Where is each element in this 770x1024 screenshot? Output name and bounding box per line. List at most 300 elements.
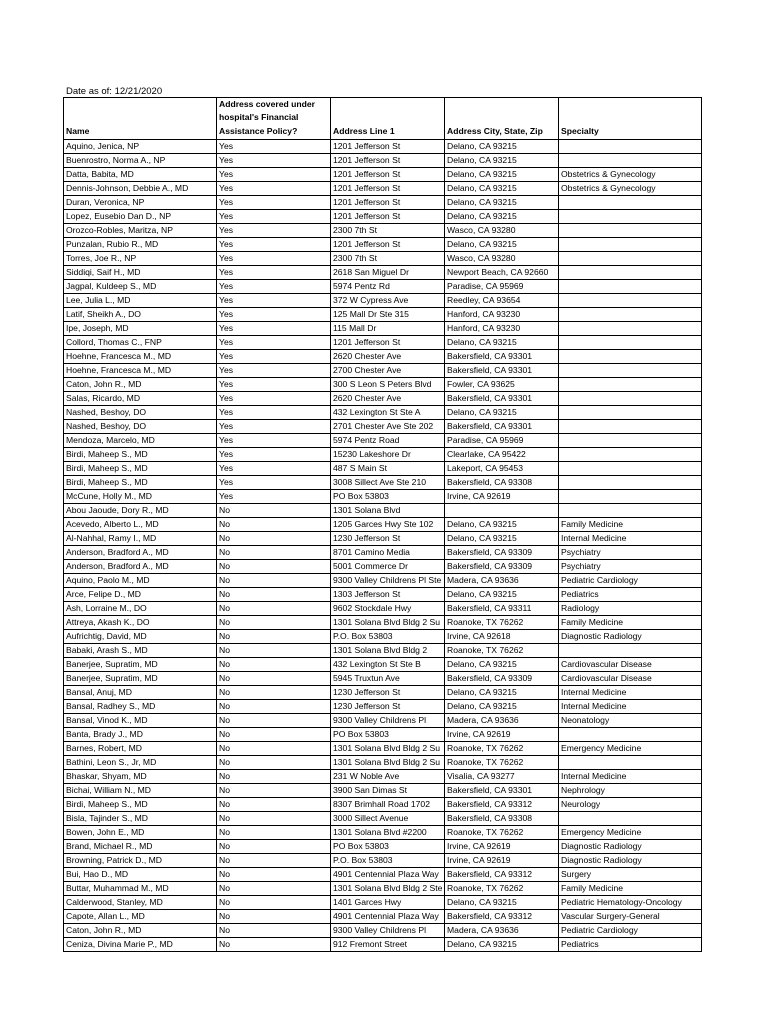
table-row	[64, 700, 702, 714]
cell-name: McCune, Holly M., MD	[64, 490, 217, 504]
table-row	[64, 392, 702, 406]
cell-name: Aquino, Paolo M., MD	[64, 574, 217, 588]
cell-address-line-1: 1301 Solana Blvd	[331, 504, 445, 518]
cell-specialty	[559, 812, 702, 826]
cell-name: Anderson, Bradford A., MD	[64, 546, 217, 560]
cell-address-line-1: PO Box 53803	[331, 840, 445, 854]
table-row	[64, 266, 702, 280]
cell-specialty	[559, 378, 702, 392]
table-row	[64, 322, 702, 336]
cell-city-state-zip: Delano, CA 93215	[445, 896, 559, 910]
cell-address-line-1: 3900 San Dimas St	[331, 784, 445, 798]
cell-address-line-1: 3008 Sillect Ave Ste 210	[331, 476, 445, 490]
table-row	[64, 588, 702, 602]
cell-specialty	[559, 210, 702, 224]
header-address-line-1: Address Line 1	[331, 98, 445, 140]
cell-city-state-zip: Hanford, CA 93230	[445, 322, 559, 336]
cell-name: Ipe, Joseph, MD	[64, 322, 217, 336]
cell-address-line-1: 15230 Lakeshore Dr	[331, 448, 445, 462]
cell-fap-covered: No	[217, 644, 331, 658]
cell-city-state-zip: Delano, CA 93215	[445, 336, 559, 350]
table-row	[64, 238, 702, 252]
cell-city-state-zip: Clearlake, CA 95422	[445, 448, 559, 462]
cell-address-line-1: 1201 Jefferson St	[331, 238, 445, 252]
cell-specialty	[559, 476, 702, 490]
table-row	[64, 826, 702, 840]
cell-city-state-zip: Paradise, CA 95969	[445, 434, 559, 448]
table-row	[64, 154, 702, 168]
cell-address-line-1: PO Box 53803	[331, 728, 445, 742]
cell-specialty	[559, 196, 702, 210]
cell-specialty: Diagnostic Radiology	[559, 630, 702, 644]
table-row	[64, 546, 702, 560]
cell-city-state-zip: Delano, CA 93215	[445, 518, 559, 532]
physician-table	[63, 97, 702, 952]
cell-name: Acevedo, Alberto L., MD	[64, 518, 217, 532]
cell-city-state-zip	[445, 504, 559, 518]
cell-city-state-zip: Irvine, CA 92619	[445, 728, 559, 742]
cell-fap-covered: Yes	[217, 420, 331, 434]
cell-city-state-zip: Delano, CA 93215	[445, 686, 559, 700]
cell-city-state-zip: Delano, CA 93215	[445, 140, 559, 154]
table-row	[64, 420, 702, 434]
cell-fap-covered: Yes	[217, 140, 331, 154]
cell-name: Bathini, Leon S., Jr, MD	[64, 756, 217, 770]
cell-address-line-1: 1303 Jefferson St	[331, 588, 445, 602]
header-row	[64, 98, 702, 140]
cell-name: Bhaskar, Shyam, MD	[64, 770, 217, 784]
cell-name: Mendoza, Marcelo, MD	[64, 434, 217, 448]
cell-fap-covered: No	[217, 896, 331, 910]
cell-fap-covered: Yes	[217, 154, 331, 168]
cell-city-state-zip: Delano, CA 93215	[445, 168, 559, 182]
cell-city-state-zip: Bakersfield, CA 93308	[445, 476, 559, 490]
cell-city-state-zip: Madera, CA 93636	[445, 924, 559, 938]
cell-city-state-zip: Wasco, CA 93280	[445, 224, 559, 238]
cell-name: Nashed, Beshoy, DO	[64, 420, 217, 434]
cell-name: Birdi, Maheep S., MD	[64, 798, 217, 812]
cell-specialty: Diagnostic Radiology	[559, 840, 702, 854]
cell-name: Ceniza, Divina Marie P., MD	[64, 938, 217, 952]
cell-city-state-zip: Irvine, CA 92619	[445, 490, 559, 504]
cell-name: Lee, Julia L., MD	[64, 294, 217, 308]
table-row	[64, 658, 702, 672]
table-row	[64, 532, 702, 546]
cell-specialty: Family Medicine	[559, 518, 702, 532]
cell-city-state-zip: Bakersfield, CA 93301	[445, 364, 559, 378]
cell-fap-covered: No	[217, 910, 331, 924]
cell-specialty	[559, 462, 702, 476]
cell-specialty	[559, 154, 702, 168]
cell-fap-covered: Yes	[217, 336, 331, 350]
cell-fap-covered: No	[217, 826, 331, 840]
cell-specialty: Internal Medicine	[559, 700, 702, 714]
cell-specialty	[559, 434, 702, 448]
table-row	[64, 140, 702, 154]
cell-specialty	[559, 238, 702, 252]
table-row	[64, 798, 702, 812]
cell-address-line-1: 1201 Jefferson St	[331, 168, 445, 182]
cell-address-line-1: 3000 Sillect Avenue	[331, 812, 445, 826]
cell-name: Banta, Brady J., MD	[64, 728, 217, 742]
cell-fap-covered: Yes	[217, 266, 331, 280]
cell-address-line-1: 5974 Pentz Road	[331, 434, 445, 448]
cell-specialty	[559, 280, 702, 294]
table-row	[64, 840, 702, 854]
cell-fap-covered: Yes	[217, 490, 331, 504]
cell-city-state-zip: Roanoke, TX 76262	[445, 756, 559, 770]
cell-address-line-1: 9300 Valley Childrens Pl	[331, 714, 445, 728]
cell-address-line-1: 5974 Pentz Rd	[331, 280, 445, 294]
cell-specialty	[559, 266, 702, 280]
cell-city-state-zip: Madera, CA 93636	[445, 574, 559, 588]
table-row	[64, 560, 702, 574]
cell-address-line-1: 1301 Solana Blvd Bldg 2 Su	[331, 756, 445, 770]
cell-specialty	[559, 392, 702, 406]
cell-specialty: Cardiovascular Disease	[559, 658, 702, 672]
cell-specialty: Pediatric Hematology-Oncology	[559, 896, 702, 910]
cell-specialty	[559, 448, 702, 462]
table-row	[64, 784, 702, 798]
cell-address-line-1: 4901 Centennial Plaza Way	[331, 910, 445, 924]
cell-city-state-zip: Bakersfield, CA 93301	[445, 784, 559, 798]
cell-address-line-1: 4901 Centennial Plaza Way	[331, 868, 445, 882]
cell-city-state-zip: Bakersfield, CA 93301	[445, 420, 559, 434]
table-row	[64, 518, 702, 532]
cell-specialty: Surgery	[559, 868, 702, 882]
cell-address-line-1: 9602 Stockdale Hwy	[331, 602, 445, 616]
cell-fap-covered: No	[217, 700, 331, 714]
cell-fap-covered: No	[217, 868, 331, 882]
cell-name: Browning, Patrick D., MD	[64, 854, 217, 868]
cell-specialty: Pediatric Cardiology	[559, 574, 702, 588]
cell-city-state-zip: Delano, CA 93215	[445, 588, 559, 602]
cell-city-state-zip: Delano, CA 93215	[445, 532, 559, 546]
table-row	[64, 252, 702, 266]
cell-name: Hoehne, Francesca M., MD	[64, 350, 217, 364]
cell-specialty	[559, 224, 702, 238]
cell-name: Bowen, John E., MD	[64, 826, 217, 840]
cell-name: Salas, Ricardo, MD	[64, 392, 217, 406]
cell-city-state-zip: Hanford, CA 93230	[445, 308, 559, 322]
cell-fap-covered: Yes	[217, 476, 331, 490]
cell-name: Bichai, William N., MD	[64, 784, 217, 798]
cell-address-line-1: 1201 Jefferson St	[331, 196, 445, 210]
cell-fap-covered: No	[217, 518, 331, 532]
cell-fap-covered: No	[217, 812, 331, 826]
cell-fap-covered: No	[217, 770, 331, 784]
cell-address-line-1: 1301 Solana Blvd Bldg 2 Ste	[331, 882, 445, 896]
header-city-state-zip: Address City, State, Zip	[445, 98, 559, 140]
cell-fap-covered: Yes	[217, 322, 331, 336]
cell-address-line-1: 1401 Garces Hwy	[331, 896, 445, 910]
cell-name: Birdi, Maheep S., MD	[64, 448, 217, 462]
cell-specialty: Pediatrics	[559, 938, 702, 952]
table-row	[64, 280, 702, 294]
cell-city-state-zip: Roanoke, TX 76262	[445, 616, 559, 630]
table-row	[64, 434, 702, 448]
cell-fap-covered: Yes	[217, 350, 331, 364]
table-row	[64, 406, 702, 420]
cell-fap-covered: No	[217, 616, 331, 630]
table-row	[64, 574, 702, 588]
cell-city-state-zip: Delano, CA 93215	[445, 406, 559, 420]
cell-specialty: Vascular Surgery-General	[559, 910, 702, 924]
cell-name: Anderson, Bradford A., MD	[64, 560, 217, 574]
cell-address-line-1: 8307 Brimhall Road 1702	[331, 798, 445, 812]
cell-name: Caton, John R., MD	[64, 924, 217, 938]
cell-address-line-1: 2701 Chester Ave Ste 202	[331, 420, 445, 434]
cell-name: Siddiqi, Saif H., MD	[64, 266, 217, 280]
cell-address-line-1: PO Box 53803	[331, 490, 445, 504]
table-row	[64, 448, 702, 462]
cell-fap-covered: Yes	[217, 280, 331, 294]
cell-fap-covered: Yes	[217, 196, 331, 210]
cell-address-line-1: 231 W Noble Ave	[331, 770, 445, 784]
cell-name: Collord, Thomas C., FNP	[64, 336, 217, 350]
table-row	[64, 490, 702, 504]
cell-name: Bansal, Vinod K., MD	[64, 714, 217, 728]
cell-address-line-1: 1301 Solana Blvd Bldg 2 Su	[331, 742, 445, 756]
cell-address-line-1: 1301 Solana Blvd Bldg 2 Su	[331, 616, 445, 630]
cell-address-line-1: 2620 Chester Ave	[331, 350, 445, 364]
cell-specialty	[559, 406, 702, 420]
cell-specialty: Emergency Medicine	[559, 742, 702, 756]
cell-specialty	[559, 350, 702, 364]
cell-city-state-zip: Paradise, CA 95969	[445, 280, 559, 294]
cell-city-state-zip: Irvine, CA 92619	[445, 854, 559, 868]
cell-name: Barnes, Robert, MD	[64, 742, 217, 756]
cell-city-state-zip: Irvine, CA 92618	[445, 630, 559, 644]
cell-city-state-zip: Bakersfield, CA 93309	[445, 560, 559, 574]
table-row	[64, 868, 702, 882]
cell-city-state-zip: Delano, CA 93215	[445, 700, 559, 714]
cell-specialty: Psychiatry	[559, 560, 702, 574]
table-row	[64, 728, 702, 742]
cell-specialty: Cardiovascular Disease	[559, 672, 702, 686]
cell-fap-covered: No	[217, 532, 331, 546]
cell-fap-covered: No	[217, 574, 331, 588]
cell-address-line-1: 2300 7th St	[331, 252, 445, 266]
cell-fap-covered: Yes	[217, 224, 331, 238]
table-row	[64, 854, 702, 868]
cell-city-state-zip: Delano, CA 93215	[445, 154, 559, 168]
cell-specialty: Internal Medicine	[559, 532, 702, 546]
cell-address-line-1: 1230 Jefferson St	[331, 700, 445, 714]
cell-name: Caton, John R., MD	[64, 378, 217, 392]
cell-fap-covered: No	[217, 672, 331, 686]
cell-address-line-1: 1230 Jefferson St	[331, 532, 445, 546]
cell-specialty: Neurology	[559, 798, 702, 812]
table-row	[64, 294, 702, 308]
cell-specialty	[559, 322, 702, 336]
cell-specialty: Internal Medicine	[559, 770, 702, 784]
cell-fap-covered: Yes	[217, 392, 331, 406]
cell-specialty	[559, 490, 702, 504]
cell-address-line-1: 2300 7th St	[331, 224, 445, 238]
cell-fap-covered: Yes	[217, 308, 331, 322]
cell-name: Buttar, Muhammad M., MD	[64, 882, 217, 896]
cell-address-line-1: 432 Lexington St Ste A	[331, 406, 445, 420]
cell-address-line-1: 912 Fremont Street	[331, 938, 445, 952]
cell-specialty: Internal Medicine	[559, 686, 702, 700]
table-row	[64, 938, 702, 952]
cell-name: Bansal, Radhey S., MD	[64, 700, 217, 714]
table-row	[64, 378, 702, 392]
cell-specialty	[559, 364, 702, 378]
cell-address-line-1: 300 S Leon S Peters Blvd	[331, 378, 445, 392]
cell-specialty: Neonatology	[559, 714, 702, 728]
cell-fap-covered: No	[217, 658, 331, 672]
cell-city-state-zip: Roanoke, TX 76262	[445, 826, 559, 840]
cell-address-line-1: 8701 Camino Media	[331, 546, 445, 560]
table-row	[64, 616, 702, 630]
table-row	[64, 630, 702, 644]
cell-fap-covered: Yes	[217, 364, 331, 378]
cell-fap-covered: Yes	[217, 294, 331, 308]
cell-specialty	[559, 420, 702, 434]
cell-name: Birdi, Maheep S., MD	[64, 462, 217, 476]
table-row	[64, 224, 702, 238]
cell-city-state-zip: Delano, CA 93215	[445, 658, 559, 672]
cell-city-state-zip: Bakersfield, CA 93301	[445, 392, 559, 406]
cell-city-state-zip: Bakersfield, CA 93309	[445, 672, 559, 686]
cell-fap-covered: No	[217, 630, 331, 644]
cell-name: Banerjee, Supratim, MD	[64, 672, 217, 686]
cell-city-state-zip: Madera, CA 93636	[445, 714, 559, 728]
cell-specialty: Family Medicine	[559, 616, 702, 630]
cell-fap-covered: No	[217, 714, 331, 728]
cell-name: Nashed, Beshoy, DO	[64, 406, 217, 420]
cell-name: Duran, Veronica, NP	[64, 196, 217, 210]
cell-address-line-1: 9300 Valley Childrens Pl Ste	[331, 574, 445, 588]
cell-specialty	[559, 140, 702, 154]
cell-name: Latif, Sheikh A., DO	[64, 308, 217, 322]
cell-city-state-zip: Delano, CA 93215	[445, 196, 559, 210]
table-row	[64, 364, 702, 378]
cell-address-line-1: 432 Lexington St Ste B	[331, 658, 445, 672]
table-row	[64, 714, 702, 728]
cell-name: Birdi, Maheep S., MD	[64, 476, 217, 490]
cell-city-state-zip: Bakersfield, CA 93308	[445, 812, 559, 826]
cell-name: Arce, Felipe D., MD	[64, 588, 217, 602]
cell-city-state-zip: Delano, CA 93215	[445, 182, 559, 196]
cell-name: Capote, Allan L., MD	[64, 910, 217, 924]
cell-name: Torres, Joe R., NP	[64, 252, 217, 266]
table-row	[64, 644, 702, 658]
cell-city-state-zip: Roanoke, TX 76262	[445, 644, 559, 658]
cell-specialty	[559, 336, 702, 350]
cell-specialty: Radiology	[559, 602, 702, 616]
cell-address-line-1: 1205 Garces Hwy Ste 102	[331, 518, 445, 532]
cell-city-state-zip: Bakersfield, CA 93312	[445, 868, 559, 882]
cell-city-state-zip: Delano, CA 93215	[445, 938, 559, 952]
cell-specialty: Obstetrics & Gynecology	[559, 182, 702, 196]
cell-address-line-1: P.O. Box 53803	[331, 854, 445, 868]
cell-city-state-zip: Visalia, CA 93277	[445, 770, 559, 784]
table-row	[64, 504, 702, 518]
header-fap-covered: Address covered under hospital's Financial Assistance Policy?	[217, 98, 331, 140]
table-row	[64, 308, 702, 322]
cell-address-line-1: 487 S Main St	[331, 462, 445, 476]
cell-address-line-1: 125 Mall Dr Ste 315	[331, 308, 445, 322]
cell-address-line-1: 1301 Solana Blvd Bldg 2	[331, 644, 445, 658]
cell-fap-covered: No	[217, 840, 331, 854]
table-row	[64, 196, 702, 210]
cell-specialty	[559, 504, 702, 518]
cell-name: Bisla, Tajinder S., MD	[64, 812, 217, 826]
cell-name: Hoehne, Francesca M., MD	[64, 364, 217, 378]
table-row	[64, 476, 702, 490]
cell-city-state-zip: Newport Beach, CA 92660	[445, 266, 559, 280]
cell-name: Lopez, Eusebio Dan D., NP	[64, 210, 217, 224]
cell-fap-covered: No	[217, 742, 331, 756]
table-row	[64, 168, 702, 182]
cell-fap-covered: No	[217, 798, 331, 812]
cell-name: Buenrostro, Norma A., NP	[64, 154, 217, 168]
cell-address-line-1: 1201 Jefferson St	[331, 140, 445, 154]
cell-fap-covered: Yes	[217, 182, 331, 196]
cell-fap-covered: No	[217, 854, 331, 868]
cell-specialty: Pediatric Cardiology	[559, 924, 702, 938]
table-row	[64, 182, 702, 196]
cell-name: Dennis-Johnson, Debbie A., MD	[64, 182, 217, 196]
cell-fap-covered: No	[217, 784, 331, 798]
cell-address-line-1: P.O. Box 53803	[331, 630, 445, 644]
cell-fap-covered: No	[217, 546, 331, 560]
cell-city-state-zip: Bakersfield, CA 93301	[445, 350, 559, 364]
cell-city-state-zip: Irvine, CA 92619	[445, 840, 559, 854]
cell-fap-covered: Yes	[217, 210, 331, 224]
cell-city-state-zip: Bakersfield, CA 93312	[445, 910, 559, 924]
cell-specialty	[559, 756, 702, 770]
cell-specialty	[559, 308, 702, 322]
cell-fap-covered: No	[217, 924, 331, 938]
cell-specialty: Family Medicine	[559, 882, 702, 896]
cell-address-line-1: 5001 Commerce Dr	[331, 560, 445, 574]
date-as-of: Date as of: 12/21/2020	[66, 86, 163, 97]
cell-address-line-1: 115 Mall Dr	[331, 322, 445, 336]
cell-city-state-zip: Roanoke, TX 76262	[445, 742, 559, 756]
cell-city-state-zip: Delano, CA 93215	[445, 238, 559, 252]
cell-specialty: Psychiatry	[559, 546, 702, 560]
cell-address-line-1: 9300 Valley Childrens Pl	[331, 924, 445, 938]
table-row	[64, 350, 702, 364]
cell-fap-covered: No	[217, 938, 331, 952]
cell-fap-covered: No	[217, 882, 331, 896]
cell-name: Banerjee, Supratim, MD	[64, 658, 217, 672]
cell-specialty: Nephrology	[559, 784, 702, 798]
cell-fap-covered: No	[217, 602, 331, 616]
cell-specialty: Emergency Medicine	[559, 826, 702, 840]
cell-city-state-zip: Bakersfield, CA 93312	[445, 798, 559, 812]
cell-fap-covered: Yes	[217, 406, 331, 420]
cell-specialty	[559, 644, 702, 658]
cell-city-state-zip: Delano, CA 93215	[445, 210, 559, 224]
cell-name: Al-Nahhal, Ramy I., MD	[64, 532, 217, 546]
cell-fap-covered: No	[217, 728, 331, 742]
cell-city-state-zip: Fowler, CA 93625	[445, 378, 559, 392]
cell-address-line-1: 1230 Jefferson St	[331, 686, 445, 700]
table-row	[64, 336, 702, 350]
cell-fap-covered: Yes	[217, 462, 331, 476]
cell-fap-covered: Yes	[217, 378, 331, 392]
table-row	[64, 742, 702, 756]
cell-fap-covered: No	[217, 560, 331, 574]
cell-city-state-zip: Reedley, CA 93654	[445, 294, 559, 308]
cell-name: Punzalan, Rubio R., MD	[64, 238, 217, 252]
table-row	[64, 896, 702, 910]
